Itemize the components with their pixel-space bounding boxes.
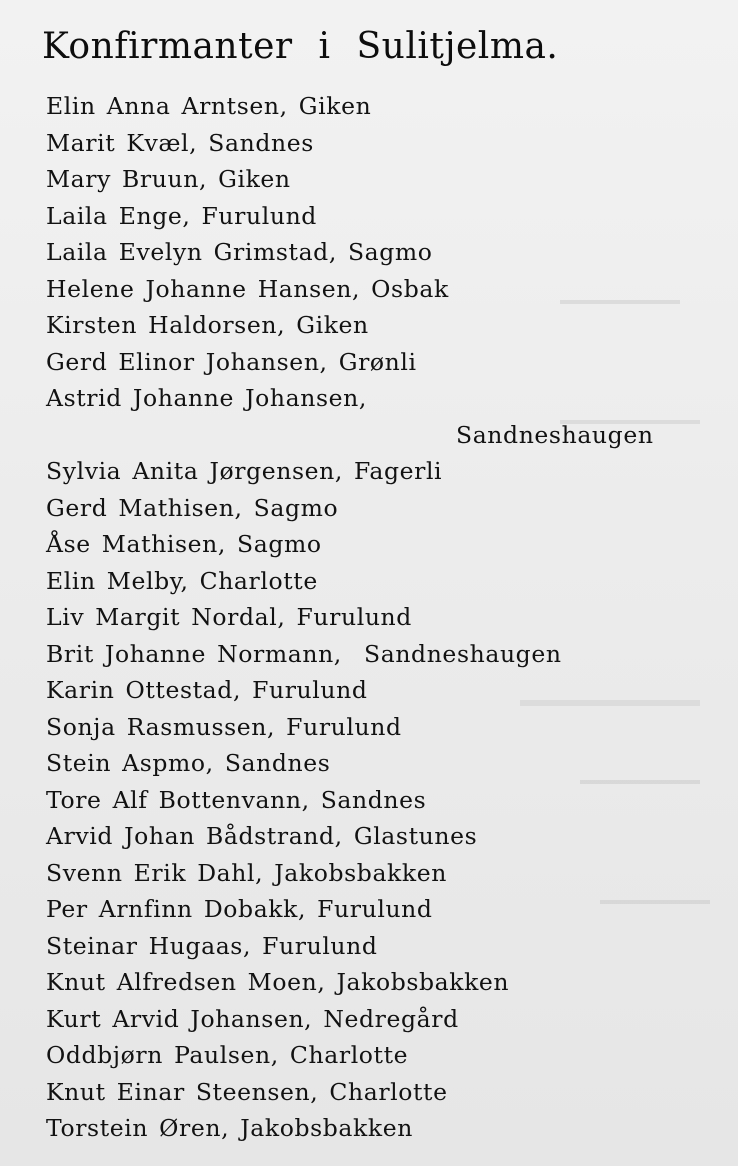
list-item: Laila Enge, Furulund bbox=[46, 201, 317, 230]
list-item: Kirsten Haldorsen, Giken bbox=[46, 311, 369, 339]
list-item: Marit Kvæl, Sandnes bbox=[46, 128, 314, 157]
list-item: Per Arnfinn Dobakk, Furulund bbox=[46, 895, 433, 923]
list-item: Svenn Erik Dahl, Jakobsbakken bbox=[46, 858, 447, 887]
confirmand-list bbox=[46, 88, 654, 1147]
page-title: Konfirmanter i Sulitjelma. bbox=[42, 26, 559, 67]
list-item: Knut Alfredsen Moen, Jakobsbakken bbox=[46, 968, 510, 996]
list-item: Torstein Øren, Jakobsbakken bbox=[46, 1114, 413, 1142]
list-item: Oddbjørn Paulsen, Charlotte bbox=[46, 1041, 409, 1069]
list-item: Astrid Johanne Johansen, bbox=[46, 384, 367, 412]
list-item: Kurt Arvid Johansen, Nedregård bbox=[46, 1004, 459, 1033]
list-item: Åse Mathisen, Sagmo bbox=[46, 530, 322, 558]
list-item: Laila Evelyn Grimstad, Sagmo bbox=[46, 238, 433, 266]
list-item: Sylvia Anita Jørgensen, Fagerli bbox=[46, 457, 443, 485]
list-item: Knut Einar Steensen, Charlotte bbox=[46, 1077, 448, 1106]
list-item: Gerd Elinor Johansen, Grønli bbox=[46, 347, 417, 376]
list-item: Arvid Johan Bådstrand, Glastunes bbox=[46, 822, 478, 850]
list-item: Elin Melby, Charlotte bbox=[46, 566, 318, 595]
list-item: Mary Bruun, Giken bbox=[46, 165, 291, 193]
list-item: Tore Alf Bottenvann, Sandnes bbox=[46, 785, 427, 814]
list-item: Helene Johanne Hansen, Osbak bbox=[46, 274, 449, 303]
list-item: Elin Anna Arntsen, Giken bbox=[46, 92, 372, 120]
list-item-continuation: Sandneshaugen bbox=[456, 420, 654, 449]
list-item: Steinar Hugaas, Furulund bbox=[46, 931, 378, 960]
list-item: Gerd Mathisen, Sagmo bbox=[46, 493, 339, 522]
list-item: Karin Ottestad, Furulund bbox=[46, 676, 368, 704]
list-item: Brit Johanne Normann, Sandneshaugen bbox=[46, 639, 562, 668]
list-item: Sonja Rasmussen, Furulund bbox=[46, 712, 402, 741]
list-item: Liv Margit Nordal, Furulund bbox=[46, 603, 412, 631]
list-item: Stein Aspmo, Sandnes bbox=[46, 749, 331, 777]
